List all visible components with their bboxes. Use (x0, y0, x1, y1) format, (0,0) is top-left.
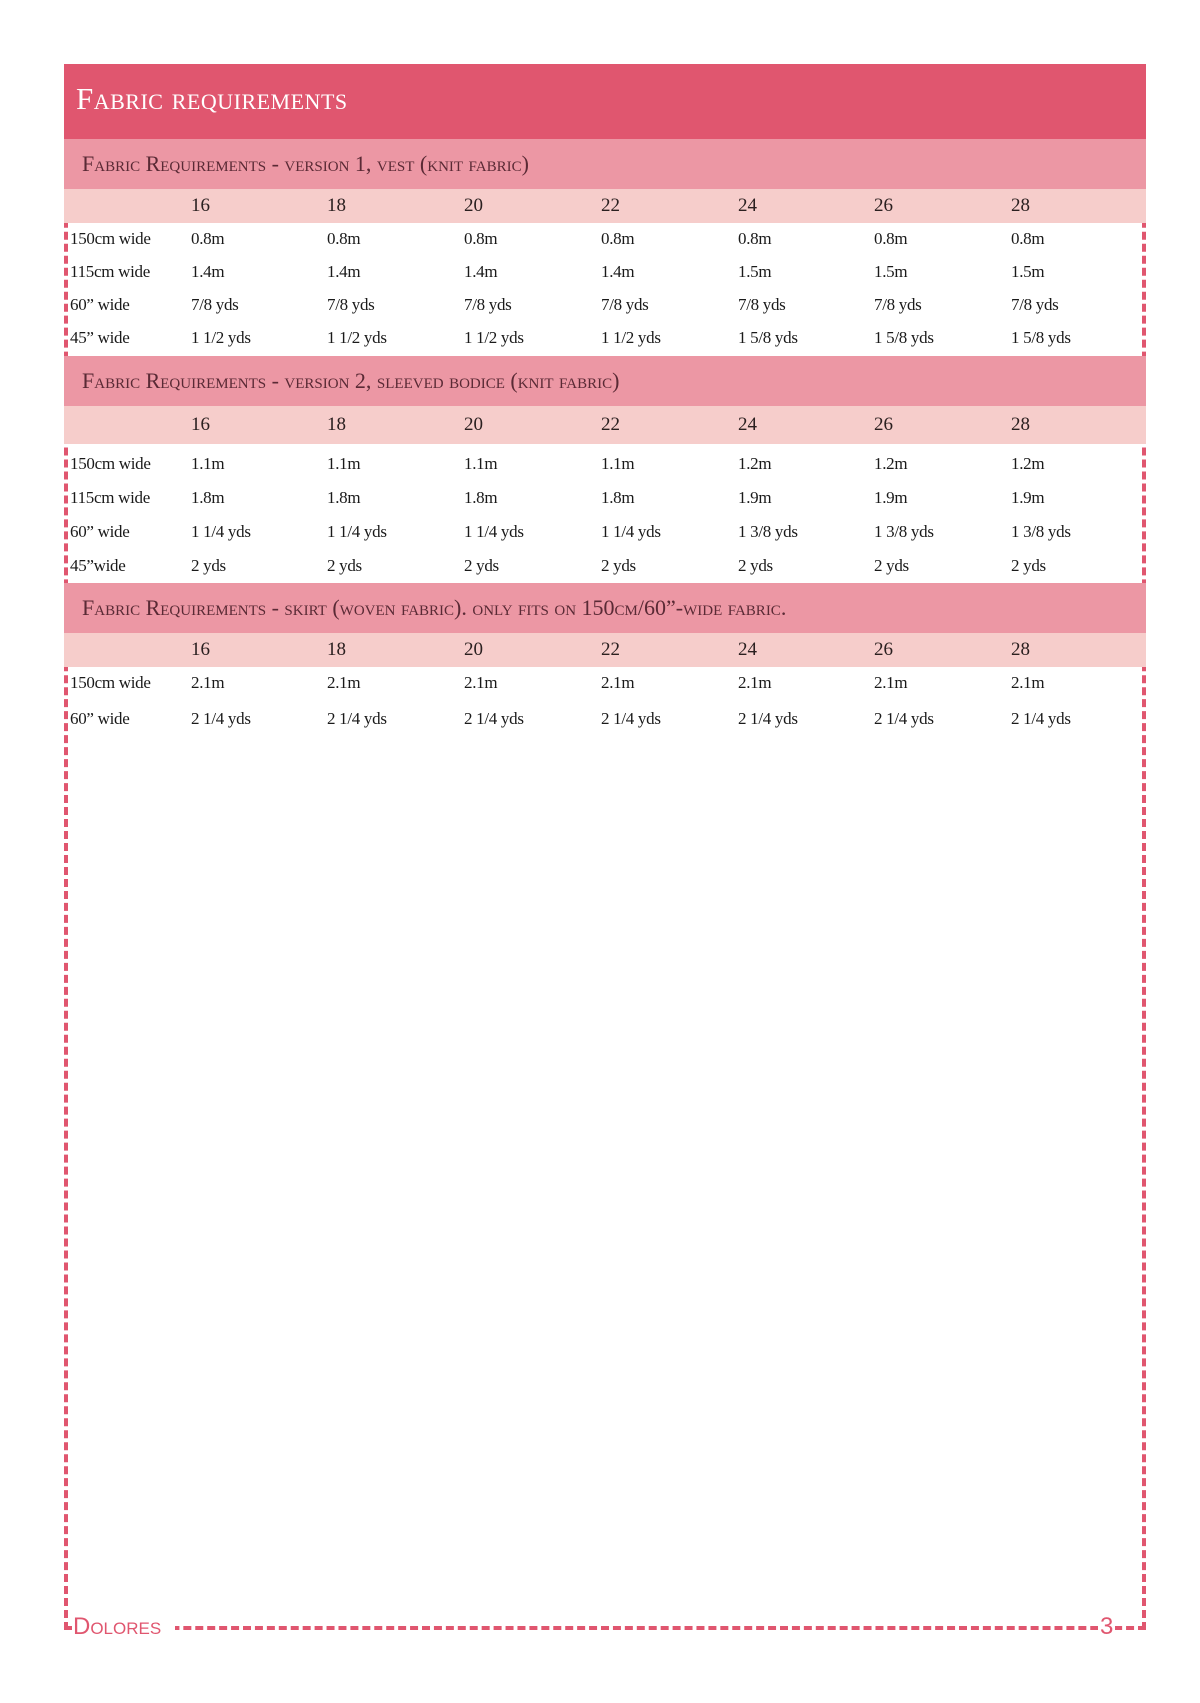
size-cell: 28 (1011, 414, 1030, 435)
table-cell: 1.8m (327, 488, 361, 507)
table-cell: 0.8m (738, 229, 772, 248)
table-cell: 7/8 yds (738, 295, 786, 314)
size-cell: 24 (738, 639, 757, 660)
table-cell: 2 yds (1011, 556, 1046, 575)
size-header-row (64, 406, 1146, 444)
size-cell: 20 (464, 639, 483, 660)
size-cell: 26 (874, 639, 893, 660)
table-row (64, 223, 1146, 256)
table-cell: 1 5/8 yds (874, 328, 934, 347)
table-cell: 1 5/8 yds (738, 328, 798, 347)
table-row (64, 667, 1146, 703)
table-cell: 2 1/4 yds (327, 709, 387, 728)
row-label: 45” wide (70, 328, 130, 347)
table-cell: 1.1m (327, 454, 361, 473)
size-cell: 24 (738, 195, 757, 216)
table-cell: 1 3/8 yds (738, 522, 798, 541)
size-cell: 18 (327, 195, 346, 216)
table-cell: 1.1m (191, 454, 225, 473)
table-cell: 1.4m (327, 262, 361, 281)
section-title: Fabric Requirements - version 2, sleeved bodice (knit fabric) (64, 356, 1146, 406)
size-header-row (64, 633, 1146, 667)
table-row (64, 703, 1146, 739)
size-cell: 16 (191, 414, 210, 435)
table-cell: 1 5/8 yds (1011, 328, 1071, 347)
table-cell: 1.4m (601, 262, 635, 281)
footer-pattern-name: Dolores (73, 1613, 175, 1641)
fabric-section-version-2 (64, 356, 1146, 584)
table-cell: 0.8m (601, 229, 635, 248)
section-title: Fabric Requirements - version 1, vest (knit fabric) (64, 139, 1146, 189)
table-row (64, 289, 1146, 322)
table-cell: 0.8m (191, 229, 225, 248)
table-cell: 1 1/2 yds (464, 328, 524, 347)
table-cell: 1.5m (1011, 262, 1045, 281)
row-label: 115cm wide (70, 488, 150, 507)
table-cell: 0.8m (327, 229, 361, 248)
size-cell: 16 (191, 639, 210, 660)
table-cell: 0.8m (1011, 229, 1045, 248)
row-label: 150cm wide (70, 229, 151, 248)
table-cell: 7/8 yds (327, 295, 375, 314)
table-row (64, 550, 1146, 584)
page-title: Fabric requirements (64, 64, 1146, 139)
size-cell: 28 (1011, 195, 1030, 216)
table-cell: 1 1/4 yds (191, 522, 251, 541)
fabric-section-skirt (64, 583, 1146, 739)
table-cell: 1.4m (464, 262, 498, 281)
size-cell: 22 (601, 639, 620, 660)
size-header-row (64, 189, 1146, 223)
size-cell: 24 (738, 414, 757, 435)
table-cell: 2.1m (874, 673, 908, 692)
size-cell: 26 (874, 195, 893, 216)
table-cell: 2 1/4 yds (601, 709, 661, 728)
row-label: 60” wide (70, 709, 130, 728)
table-cell: 1 3/8 yds (874, 522, 934, 541)
table-cell: 7/8 yds (874, 295, 922, 314)
table-cell: 0.8m (874, 229, 908, 248)
table-row (64, 448, 1146, 482)
table-cell: 1 1/2 yds (327, 328, 387, 347)
table-cell: 7/8 yds (601, 295, 649, 314)
row-label: 45”wide (70, 556, 126, 575)
table-cell: 2 yds (464, 556, 499, 575)
table-cell: 1.9m (874, 488, 908, 507)
table-cell: 1 1/4 yds (601, 522, 661, 541)
table-cell: 2 1/4 yds (464, 709, 524, 728)
table-cell: 2.1m (601, 673, 635, 692)
size-cell: 18 (327, 414, 346, 435)
table-row (64, 516, 1146, 550)
section-title: Fabric Requirements - skirt (woven fabric). only fits on 150cm/60”-wide fabric. (64, 583, 1146, 633)
table-cell: 1.8m (601, 488, 635, 507)
table-cell: 1.9m (1011, 488, 1045, 507)
table-row (64, 256, 1146, 289)
table-cell: 1.2m (738, 454, 772, 473)
table-cell: 1 1/4 yds (464, 522, 524, 541)
table-cell: 1.2m (874, 454, 908, 473)
table-cell: 1.5m (738, 262, 772, 281)
table-cell: 2 yds (874, 556, 909, 575)
row-label: 60” wide (70, 522, 130, 541)
table-cell: 2 1/4 yds (738, 709, 798, 728)
table-cell: 2 yds (738, 556, 773, 575)
table-cell: 1.8m (191, 488, 225, 507)
size-cell: 20 (464, 195, 483, 216)
row-label: 150cm wide (70, 673, 151, 692)
table-cell: 1.1m (464, 454, 498, 473)
table-row (64, 482, 1146, 516)
table-cell: 2 yds (601, 556, 636, 575)
size-cell: 22 (601, 414, 620, 435)
table-cell: 7/8 yds (191, 295, 239, 314)
size-cell: 16 (191, 195, 210, 216)
table-cell: 2.1m (464, 673, 498, 692)
table-cell: 1.1m (601, 454, 635, 473)
page-number: 3 (1100, 1613, 1114, 1640)
table-row (64, 322, 1146, 355)
row-label: 115cm wide (70, 262, 150, 281)
row-label: 60” wide (70, 295, 130, 314)
table-cell: 1.9m (738, 488, 772, 507)
table-cell: 2 1/4 yds (1011, 709, 1071, 728)
table-cell: 1 1/4 yds (327, 522, 387, 541)
table-cell: 1.5m (874, 262, 908, 281)
table-cell: 2.1m (191, 673, 225, 692)
table-cell: 1.4m (191, 262, 225, 281)
table-cell: 0.8m (464, 229, 498, 248)
table-cell: 7/8 yds (1011, 295, 1059, 314)
size-cell: 26 (874, 414, 893, 435)
size-cell: 28 (1011, 639, 1030, 660)
table-cell: 2 1/4 yds (874, 709, 934, 728)
table-cell: 2 yds (191, 556, 226, 575)
table-cell: 1.8m (464, 488, 498, 507)
size-cell: 18 (327, 639, 346, 660)
table-cell: 2.1m (327, 673, 361, 692)
table-cell: 1.2m (1011, 454, 1045, 473)
table-cell: 1 1/2 yds (191, 328, 251, 347)
table-cell: 2.1m (738, 673, 772, 692)
table-cell: 2 1/4 yds (191, 709, 251, 728)
table-cell: 2.1m (1011, 673, 1045, 692)
size-cell: 22 (601, 195, 620, 216)
table-cell: 1 3/8 yds (1011, 522, 1071, 541)
row-label: 150cm wide (70, 454, 151, 473)
table-cell: 1 1/2 yds (601, 328, 661, 347)
fabric-section-version-1 (64, 139, 1146, 355)
size-cell: 20 (464, 414, 483, 435)
table-cell: 2 yds (327, 556, 362, 575)
table-cell: 7/8 yds (464, 295, 512, 314)
